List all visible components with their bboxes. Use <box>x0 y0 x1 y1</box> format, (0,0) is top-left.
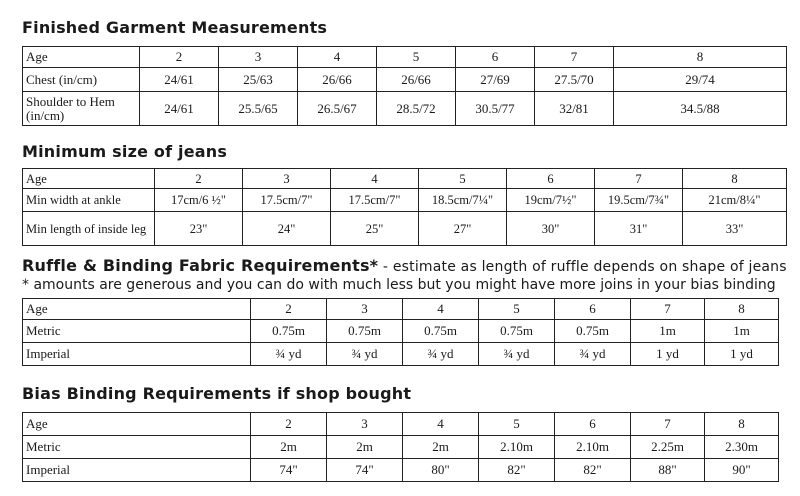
value-cell: 26/66 <box>298 68 377 92</box>
value-cell: 2.10m <box>479 436 555 459</box>
age-cell: 3 <box>243 169 331 189</box>
value-cell: 0.75m <box>479 320 555 343</box>
table-row <box>23 436 779 459</box>
row-label-cell: Imperial <box>23 459 251 482</box>
bias-binding-table <box>22 412 779 482</box>
value-cell: 30.5/77 <box>456 92 535 126</box>
header-row <box>23 47 787 68</box>
ruffle-title-text: Ruffle & Binding Fabric Requirements* <box>22 256 379 275</box>
age-cell: 3 <box>327 299 403 320</box>
age-cell: 8 <box>683 169 787 189</box>
value-cell: ¾ yd <box>403 343 479 366</box>
value-cell: 80" <box>403 459 479 482</box>
value-cell: 30" <box>507 212 595 246</box>
value-cell: 0.75m <box>251 320 327 343</box>
ruffle-requirements-table <box>22 298 779 366</box>
table-row <box>23 92 787 126</box>
header-label-cell: Age <box>23 47 140 68</box>
value-cell: 26.5/67 <box>298 92 377 126</box>
row-label-cell: Min width at ankle <box>23 189 155 212</box>
value-cell: 1 yd <box>631 343 705 366</box>
value-cell: 21cm/8¼" <box>683 189 787 212</box>
value-cell: 17.5cm/7" <box>331 189 419 212</box>
age-cell: 6 <box>507 169 595 189</box>
value-cell: 1m <box>705 320 779 343</box>
table-row <box>23 212 787 246</box>
age-cell: 6 <box>555 299 631 320</box>
value-cell: 90" <box>705 459 779 482</box>
age-cell: 4 <box>403 299 479 320</box>
row-label-cell: Min length of inside leg <box>23 212 155 246</box>
age-cell: 7 <box>595 169 683 189</box>
value-cell: 19cm/7½" <box>507 189 595 212</box>
table-row <box>23 459 779 482</box>
age-cell: 2 <box>155 169 243 189</box>
value-cell: 17cm/6 ½" <box>155 189 243 212</box>
value-cell: 24/61 <box>140 92 219 126</box>
row-label-cell: Shoulder to Hem (in/cm) <box>23 92 140 126</box>
value-cell: 27.5/70 <box>535 68 614 92</box>
row-label-cell: Imperial <box>23 343 251 366</box>
age-cell: 7 <box>631 413 705 436</box>
value-cell: 17.5cm/7" <box>243 189 331 212</box>
value-cell: 27/69 <box>456 68 535 92</box>
ruffle-title-note: - estimate as length of ruffle depends on shape of jeans <box>378 259 787 275</box>
table-row <box>23 68 787 92</box>
value-cell: 34.5/88 <box>614 92 787 126</box>
value-cell: 23" <box>155 212 243 246</box>
age-cell: 6 <box>456 47 535 68</box>
garment-measurements-title: Finished Garment Measurements <box>22 18 328 37</box>
age-cell: 5 <box>479 299 555 320</box>
value-cell: 18.5cm/7¼" <box>419 189 507 212</box>
header-row <box>23 413 779 436</box>
age-cell: 3 <box>219 47 298 68</box>
age-cell: 5 <box>479 413 555 436</box>
age-cell: 3 <box>327 413 403 436</box>
header-row <box>23 169 787 189</box>
age-cell: 5 <box>377 47 456 68</box>
garment-measurements-table <box>22 46 787 126</box>
value-cell: ¾ yd <box>327 343 403 366</box>
ruffle-subnote: * amounts are generous and you can do with much less but you might have more joins in your bias binding <box>22 277 776 293</box>
value-cell: 74" <box>251 459 327 482</box>
value-cell: 2.30m <box>705 436 779 459</box>
value-cell: 0.75m <box>327 320 403 343</box>
row-label-cell: Chest (in/cm) <box>23 68 140 92</box>
value-cell: 82" <box>479 459 555 482</box>
value-cell: 2m <box>327 436 403 459</box>
value-cell: 24" <box>243 212 331 246</box>
ruffle-requirements-title <box>22 256 787 275</box>
value-cell: ¾ yd <box>555 343 631 366</box>
jeans-size-table <box>22 168 787 246</box>
value-cell: 25" <box>331 212 419 246</box>
row-label-cell: Metric <box>23 436 251 459</box>
value-cell: 0.75m <box>555 320 631 343</box>
value-cell: 25.5/65 <box>219 92 298 126</box>
header-label-cell: Age <box>23 413 251 436</box>
value-cell: 1m <box>631 320 705 343</box>
table-row <box>23 343 779 366</box>
age-cell: 7 <box>535 47 614 68</box>
value-cell: 82" <box>555 459 631 482</box>
age-cell: 2 <box>251 413 327 436</box>
value-cell: 28.5/72 <box>377 92 456 126</box>
value-cell: 19.5cm/7¾" <box>595 189 683 212</box>
value-cell: 31" <box>595 212 683 246</box>
age-cell: 6 <box>555 413 631 436</box>
age-cell: 4 <box>403 413 479 436</box>
value-cell: 2.25m <box>631 436 705 459</box>
table-row <box>23 320 779 343</box>
age-cell: 2 <box>140 47 219 68</box>
age-cell: 8 <box>705 299 779 320</box>
age-cell: 5 <box>419 169 507 189</box>
value-cell: 88" <box>631 459 705 482</box>
value-cell: 24/61 <box>140 68 219 92</box>
age-cell: 8 <box>614 47 787 68</box>
value-cell: 2m <box>251 436 327 459</box>
value-cell: 2.10m <box>555 436 631 459</box>
value-cell: 2m <box>403 436 479 459</box>
age-cell: 4 <box>331 169 419 189</box>
header-label-cell: Age <box>23 169 155 189</box>
age-cell: 8 <box>705 413 779 436</box>
age-cell: 7 <box>631 299 705 320</box>
value-cell: 29/74 <box>614 68 787 92</box>
value-cell: 74" <box>327 459 403 482</box>
header-row <box>23 299 779 320</box>
value-cell: 27" <box>419 212 507 246</box>
value-cell: ¾ yd <box>251 343 327 366</box>
value-cell: 32/81 <box>535 92 614 126</box>
jeans-size-title: Minimum size of jeans <box>22 142 228 161</box>
header-label-cell: Age <box>23 299 251 320</box>
row-label-cell: Metric <box>23 320 251 343</box>
table-row <box>23 189 787 212</box>
value-cell: ¾ yd <box>479 343 555 366</box>
value-cell: 26/66 <box>377 68 456 92</box>
age-cell: 4 <box>298 47 377 68</box>
value-cell: 1 yd <box>705 343 779 366</box>
value-cell: 25/63 <box>219 68 298 92</box>
bias-binding-title: Bias Binding Requirements if shop bought <box>22 384 412 403</box>
age-cell: 2 <box>251 299 327 320</box>
value-cell: 0.75m <box>403 320 479 343</box>
value-cell: 33" <box>683 212 787 246</box>
